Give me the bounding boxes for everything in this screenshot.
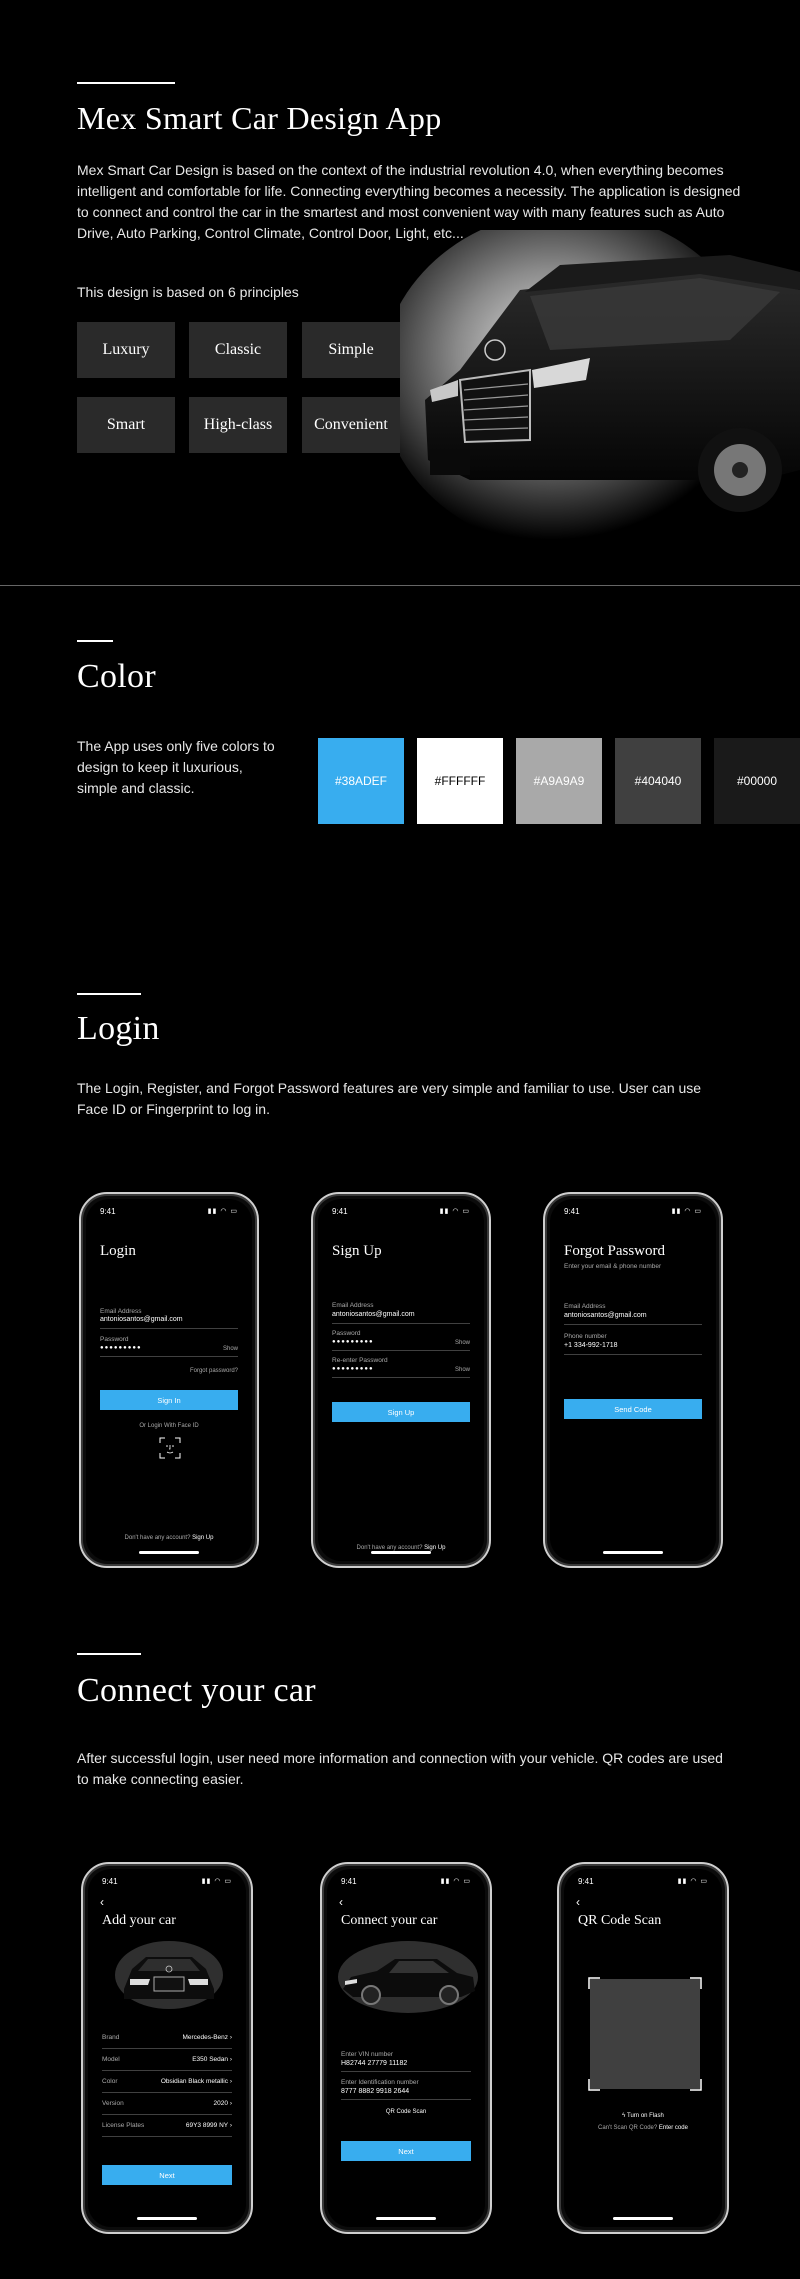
sign-in-button[interactable]: Sign In bbox=[100, 1390, 238, 1410]
chevron-right-icon: › bbox=[229, 2056, 232, 2063]
qr-scan-phone bbox=[557, 1862, 729, 2234]
swatch-blue bbox=[318, 738, 404, 824]
show-reenter-button[interactable]: Show bbox=[454, 1367, 470, 1373]
color-row[interactable] bbox=[102, 2071, 232, 2093]
brand-value-text: Mercedes-Benz bbox=[182, 2034, 229, 2041]
home-indicator bbox=[137, 2217, 197, 2220]
forgot-password-link[interactable]: Forgot password? bbox=[189, 1368, 238, 1374]
face-id-icon[interactable] bbox=[159, 1437, 181, 1459]
connect-section-title: Connect your car bbox=[77, 1672, 316, 1709]
face-id-label: Or Login With Face ID bbox=[139, 1423, 199, 1429]
color-rule bbox=[77, 640, 113, 642]
vin-field[interactable]: H82744 27779 11182 bbox=[341, 2060, 408, 2067]
status-time: 9:41 bbox=[564, 1207, 580, 1216]
plates-value-text: 69Y3 8999 NY bbox=[185, 2122, 229, 2129]
login-section-description: The Login, Register, and Forgot Password features are very simple and familiar to use. User can use Face ID or Fingerprint to log in. bbox=[77, 1080, 702, 1117]
signup-title: Sign Up bbox=[332, 1243, 382, 1259]
email-underline bbox=[100, 1328, 238, 1329]
intro-description: Mex Smart Car Design is based on the context of the industrial revolution 4.0, when everything becomes intelligent and comfortable for life. Connecting everything becomes a necessity. The application is designed to connect and control the car in the smartest and most convenient way with many features such as Auto Drive, Auto Parking, Control Climate, Control Door, Light, etc... bbox=[77, 162, 741, 241]
id-underline bbox=[341, 2099, 471, 2100]
password-underline bbox=[100, 1356, 238, 1357]
status-icons: ▮▮ ◠ ▭ bbox=[440, 1878, 471, 1885]
version-value-text: 2020 bbox=[213, 2100, 229, 2107]
signup-prompt-text: Don't have any account? bbox=[356, 1545, 423, 1551]
chevron-right-icon: › bbox=[229, 2100, 232, 2107]
swatch-blue-label: #38ADEF bbox=[334, 774, 388, 788]
flash-icon: ϟ bbox=[622, 2113, 626, 2119]
swatch-white bbox=[417, 738, 503, 824]
password-label: Password bbox=[332, 1330, 361, 1337]
status-icons: ▮▮ ◠ ▭ bbox=[201, 1878, 232, 1885]
password-underline bbox=[332, 1350, 470, 1351]
email-field[interactable]: antoniosantos@gmail.com bbox=[100, 1316, 183, 1323]
back-arrow-icon[interactable]: ‹ bbox=[100, 1895, 104, 1909]
swatch-gray-label: #A9A9A9 bbox=[533, 774, 585, 788]
phone-label: Phone number bbox=[564, 1333, 607, 1340]
intro-title: Mex Smart Car Design App bbox=[77, 100, 442, 136]
phone-underline bbox=[564, 1354, 702, 1355]
color-key: Color bbox=[102, 2078, 118, 2085]
login-section-title: Login bbox=[77, 1010, 160, 1047]
home-indicator bbox=[139, 1551, 199, 1554]
email-field[interactable]: antoniosantos@gmail.com bbox=[332, 1311, 415, 1318]
principle-luxury: Luxury bbox=[77, 322, 175, 378]
chevron-right-icon: › bbox=[229, 2122, 232, 2129]
intro-rule bbox=[77, 82, 175, 84]
enter-code-link[interactable]: Enter code bbox=[658, 2125, 688, 2131]
next-button[interactable]: Next bbox=[102, 2165, 232, 2185]
connect-rule bbox=[77, 1653, 141, 1655]
notch bbox=[613, 1873, 673, 1879]
principle-classic: Classic bbox=[189, 322, 287, 378]
brand-row[interactable] bbox=[102, 2027, 232, 2049]
show-password-button[interactable]: Show bbox=[222, 1346, 238, 1352]
model-key: Model bbox=[102, 2056, 120, 2063]
email-underline bbox=[564, 1324, 702, 1325]
add-car-title: Add your car bbox=[102, 1913, 176, 1928]
reenter-password-label: Re-enter Password bbox=[332, 1357, 388, 1364]
password-label: Password bbox=[100, 1336, 129, 1343]
home-indicator bbox=[371, 1551, 431, 1554]
forgot-subtitle: Enter your email & phone number bbox=[564, 1263, 662, 1270]
notch bbox=[137, 1873, 197, 1879]
email-label: Email Address bbox=[100, 1308, 142, 1315]
email-label: Email Address bbox=[332, 1302, 374, 1309]
version-value bbox=[214, 2100, 232, 2107]
model-value-text: E350 Sedan bbox=[192, 2056, 229, 2063]
model-value bbox=[192, 2056, 232, 2063]
brand-key: Brand bbox=[102, 2034, 120, 2041]
swatch-black bbox=[714, 738, 800, 824]
home-indicator bbox=[376, 2217, 436, 2220]
status-icons: ▮▮ ◠ ▭ bbox=[677, 1878, 708, 1885]
signup-prompt-text: Don't have any account? bbox=[124, 1535, 191, 1541]
cant-scan-text: Can't Scan QR Code? bbox=[598, 2125, 658, 2131]
login-title: Login bbox=[100, 1243, 136, 1259]
status-icons: ▮▮ ◠ ▭ bbox=[207, 1208, 238, 1215]
color-value-text: Obsidian Black metallic bbox=[160, 2078, 229, 2085]
chevron-right-icon: › bbox=[229, 2034, 232, 2041]
car-side-image bbox=[337, 1937, 479, 2017]
password-field[interactable]: ●●●●●●●●● bbox=[332, 1339, 374, 1345]
plates-value bbox=[186, 2122, 232, 2129]
forgot-title: Forgot Password bbox=[564, 1243, 665, 1259]
signup-prompt bbox=[86, 1535, 252, 1541]
back-arrow-icon[interactable]: ‹ bbox=[339, 1895, 343, 1909]
connect-car-title: Connect your car bbox=[341, 1913, 438, 1928]
password-field[interactable]: ●●●●●●●●● bbox=[100, 1345, 142, 1351]
email-field[interactable]: antoniosantos@gmail.com bbox=[564, 1312, 647, 1319]
status-icons: ▮▮ ◠ ▭ bbox=[439, 1208, 470, 1215]
show-password-button[interactable]: Show bbox=[454, 1340, 470, 1346]
status-time: 9:41 bbox=[100, 1207, 116, 1216]
chevron-right-icon: › bbox=[229, 2078, 232, 2085]
cant-scan-prompt bbox=[564, 2125, 722, 2131]
version-key: Version bbox=[102, 2100, 124, 2107]
principle-convenient: Convenient bbox=[302, 397, 400, 453]
signup-link[interactable]: Sign Up bbox=[192, 1535, 214, 1541]
home-indicator bbox=[613, 2217, 673, 2220]
id-field[interactable]: 8777 8882 9918 2644 bbox=[341, 2088, 410, 2095]
login-phone bbox=[79, 1192, 259, 1568]
sign-up-button[interactable]: Sign Up bbox=[332, 1402, 470, 1422]
scanner-corners-icon bbox=[588, 1977, 702, 2091]
plates-key: License Plates bbox=[102, 2122, 145, 2129]
back-arrow-icon[interactable]: ‹ bbox=[576, 1895, 580, 1909]
qr-code-scan-link[interactable]: QR Code Scan bbox=[385, 2109, 427, 2115]
reenter-underline bbox=[332, 1377, 470, 1378]
section-divider bbox=[0, 585, 800, 586]
id-label: Enter Identification number bbox=[341, 2079, 419, 2086]
status-time: 9:41 bbox=[332, 1207, 348, 1216]
version-row[interactable] bbox=[102, 2093, 232, 2115]
swatch-black-label: #00000 bbox=[736, 774, 778, 788]
swatch-gray bbox=[516, 738, 602, 824]
principles-heading: This design is based on 6 principles bbox=[77, 284, 299, 300]
color-description: The App uses only five colors to design to keep it luxurious, simple and classic. bbox=[77, 738, 275, 796]
next-button[interactable]: Next bbox=[341, 2141, 471, 2161]
qr-scan-title: QR Code Scan bbox=[578, 1913, 662, 1928]
forgot-password-phone bbox=[543, 1192, 723, 1568]
status-time: 9:41 bbox=[341, 1877, 357, 1886]
notch bbox=[371, 1203, 431, 1209]
principle-high-class: High-class bbox=[189, 397, 287, 453]
phone-field[interactable]: +1 334-992-1718 bbox=[564, 1342, 618, 1349]
status-time: 9:41 bbox=[102, 1877, 118, 1886]
swatch-dark-gray bbox=[615, 738, 701, 824]
vin-label: Enter VIN number bbox=[341, 2051, 394, 2058]
model-row[interactable] bbox=[102, 2049, 232, 2071]
email-label: Email Address bbox=[564, 1303, 606, 1310]
connect-car-phone bbox=[320, 1862, 492, 2234]
signup-phone bbox=[311, 1192, 491, 1568]
email-underline bbox=[332, 1323, 470, 1324]
swatch-white-label: #FFFFFF bbox=[434, 774, 486, 788]
flash-toggle[interactable] bbox=[564, 2113, 722, 2119]
reenter-password-field[interactable]: ●●●●●●●●● bbox=[332, 1366, 374, 1372]
color-value bbox=[161, 2078, 232, 2085]
principle-smart: Smart bbox=[77, 397, 175, 453]
vin-underline bbox=[341, 2071, 471, 2072]
send-code-button[interactable]: Send Code bbox=[564, 1399, 702, 1419]
plates-row[interactable] bbox=[102, 2115, 232, 2137]
status-icons: ▮▮ ◠ ▭ bbox=[671, 1208, 702, 1215]
color-title: Color bbox=[77, 658, 156, 695]
notch bbox=[376, 1873, 436, 1879]
car-front-image bbox=[114, 1939, 224, 2011]
brand-value bbox=[182, 2034, 232, 2041]
notch bbox=[603, 1203, 663, 1209]
flash-label: Turn on Flash bbox=[627, 2113, 664, 2119]
home-indicator bbox=[603, 1551, 663, 1554]
swatch-dark-gray-label: #404040 bbox=[634, 774, 682, 788]
connect-section-description: After successful login, user need more information and connection with your vehicle. QR codes are used to make connecting easier. bbox=[77, 1750, 723, 1787]
principle-simple: Simple bbox=[302, 322, 400, 378]
login-rule bbox=[77, 993, 141, 995]
notch bbox=[139, 1203, 199, 1209]
signup-link[interactable]: Sign Up bbox=[424, 1545, 446, 1551]
add-car-phone bbox=[81, 1862, 253, 2234]
hero-car-image bbox=[400, 230, 800, 570]
status-time: 9:41 bbox=[578, 1877, 594, 1886]
